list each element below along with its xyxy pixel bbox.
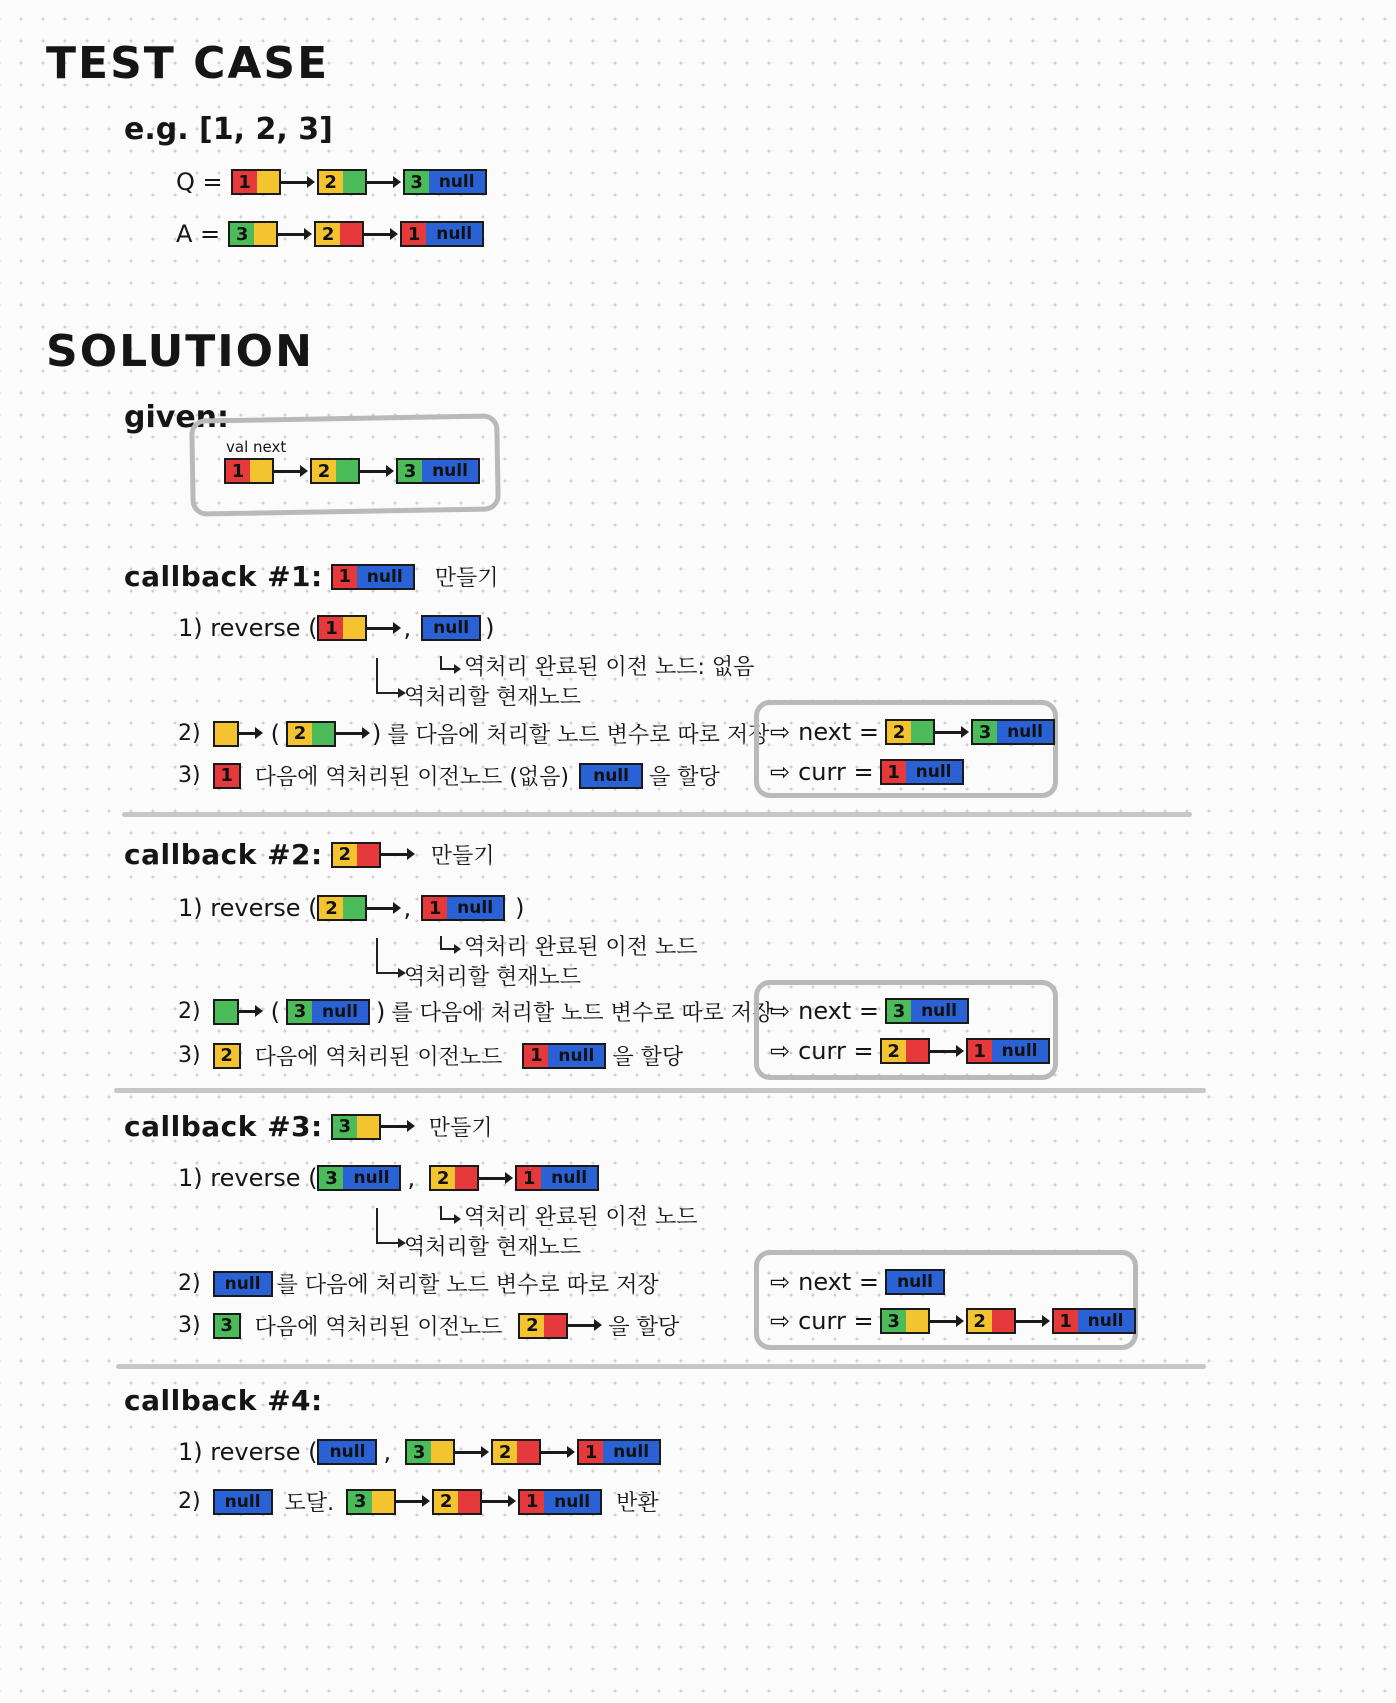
callback2-step3: 3) 2 다음에 역처리된 이전노드 1 null 을 할당 [178,1043,684,1070]
callback1-curr: ⇨ curr = 1 null [770,758,964,786]
a-label: A = [176,220,221,248]
callback2-note-prev: 역처리 완료된 이전 노드 [440,930,698,961]
list-node: 2 [331,842,381,868]
callback2-title: callback #2: [124,838,323,871]
callback3-next: ⇨ next = null [770,1268,945,1296]
hook-arrow-icon [440,656,454,670]
list-node: 1 null [1052,1308,1136,1334]
callback3-curr: ⇨ curr = 3 2 1 null [770,1307,1136,1335]
list-node: 1 [317,615,367,641]
callback3-step1 [178,1164,599,1192]
close-paren: ) [485,614,495,642]
next-arrow [239,732,259,735]
callback3-title: callback #3: [124,1110,323,1143]
list-node: 1 null [880,759,964,785]
callback4-title: callback #4: [124,1384,323,1417]
callback3-note-prev: 역처리 완료된 이전 노드 [440,1200,698,1231]
next-arrow [239,1010,259,1013]
list-node: 1 null [421,895,505,921]
callback3-step2: 2) null 를 다음에 처리할 노드 변수로 따로 저장 [178,1271,659,1298]
solution-title: SOLUTION [46,326,314,377]
next-arrow [479,1177,509,1180]
reverse-call: 1) reverse ( [178,1438,318,1466]
callback1-header [124,560,499,593]
callback3-step3: 3) 3 다음에 역처리된 이전노드 2 을 할당 [178,1313,680,1340]
list-node: 3 [213,1313,241,1339]
next-arrow [482,1500,512,1503]
list-node: 2 [317,169,367,195]
list-node [213,721,239,747]
list-node: 2 [310,458,360,484]
callback2-step2: 2) ( 3 null ) 를 다음에 처리할 노드 변수로 따로 저장 [178,997,774,1026]
list-node: 1 null [518,1489,602,1515]
list-node: 1 [224,458,274,484]
next-arrow [367,181,397,184]
callback1-title: callback #1: [124,560,323,593]
list-node: null [213,1271,273,1297]
callback2-state-box [754,980,1058,1080]
section-divider [114,1088,1206,1093]
hollow-arrow-icon: ⇨ [770,997,791,1025]
val-next-label: val next [226,438,287,456]
comma: , [403,894,412,922]
reverse-call: 1) reverse ( [178,1164,318,1192]
list-node: 2 [286,721,336,747]
list-node: 3 null [286,999,370,1025]
list-node: null [213,1489,273,1515]
callback2-step1 [178,894,524,922]
next-arrow [274,470,304,473]
next-arrow [381,1125,411,1128]
list-node: 3 [228,221,278,247]
section-divider [122,812,1192,817]
comma: , [383,1438,392,1466]
list-node: 2 [518,1313,568,1339]
callback1-step2: 2) ( 2 ) 를 다음에 처리할 노드 변수로 따로 저장 [178,719,770,748]
callback2-note-curr: 역처리할 현재노드 [404,965,582,990]
list-node: null [579,763,643,789]
list-node: 1 null [577,1439,661,1465]
q-label: Q = [176,168,223,196]
next-arrow [396,1500,426,1503]
given-list [224,458,480,484]
callback1-step3: 3) 1 다음에 역처리된 이전노드 (없음) null 을 할당 [178,763,720,790]
callback1-note-curr: 역처리할 현재노드 [404,685,582,710]
elbow-arrow-icon [376,658,398,694]
reverse-call: 1) reverse ( [178,614,318,642]
list-node: 1 [213,763,241,789]
hook-arrow-icon [440,1206,454,1220]
list-node: null [885,1269,945,1295]
list-node: 3 null [403,169,487,195]
list-node: 3 [405,1439,455,1465]
callback1-next: ⇨ next = 2 3 null [770,718,1055,746]
next-arrow [935,731,965,734]
list-node: 1 null [400,221,484,247]
list-node: 2 [491,1439,541,1465]
list-node: 2 [966,1308,1016,1334]
list-node: 2 [885,719,935,745]
callback3-state-box [754,1250,1138,1350]
hollow-arrow-icon: ⇨ [770,758,791,786]
next-arrow [367,907,397,910]
list-node: 1 null [515,1165,599,1191]
next-arrow [541,1451,571,1454]
comma: , [407,1164,416,1192]
hollow-arrow-icon: ⇨ [770,718,791,746]
hollow-arrow-icon: ⇨ [770,1037,791,1065]
callback3-header [124,1110,493,1143]
list-node: 3 [331,1114,381,1140]
make-label: 만들기 [434,566,499,591]
list-node: 3 null [317,1165,401,1191]
hollow-arrow-icon: ⇨ [770,1268,791,1296]
callback2-next: ⇨ next = 3 null [770,997,969,1025]
next-arrow [1016,1320,1046,1323]
list-node: 3 null [885,998,969,1024]
list-node: 1 null [331,564,415,590]
given-label: given: [124,400,230,435]
answer-list [176,220,484,248]
list-node: 1 null [966,1038,1050,1064]
list-node: null [421,615,481,641]
list-node [213,999,239,1025]
next-arrow [930,1050,960,1053]
reverse-call: 1) reverse ( [178,894,318,922]
callback4-step1 [178,1438,661,1466]
callback1-note-prev: 역처리 완료된 이전 노드: 없음 [440,650,754,681]
callback2-header [124,838,495,871]
next-arrow [336,732,366,735]
list-node: 1 null [522,1043,606,1069]
list-node: null [317,1439,377,1465]
next-arrow [455,1451,485,1454]
callback3-note-curr: 역처리할 현재노드 [404,1235,582,1260]
next-arrow [930,1320,960,1323]
elbow-arrow-icon [376,938,398,974]
example-label: e.g. [1, 2, 3] [124,112,333,147]
comma: , [403,614,412,642]
list-node: 2 [429,1165,479,1191]
close-paren: ) [515,894,525,922]
list-node: 3 [880,1308,930,1334]
next-arrow [360,470,390,473]
test-case-title: TEST CASE [46,38,330,89]
next-arrow [381,853,411,856]
callback1-step1 [178,614,494,642]
next-arrow [278,233,308,236]
next-arrow [367,627,397,630]
next-arrow [281,181,311,184]
callback2-curr: ⇨ curr = 2 1 null [770,1037,1050,1065]
make-label: 만들기 [430,844,495,869]
elbow-arrow-icon [376,1208,398,1244]
list-node: 3 null [396,458,480,484]
list-node: 1 [231,169,281,195]
next-arrow [568,1324,598,1327]
callback4-step2: 2) null 도달. 3 2 1 null 반환 [178,1489,659,1516]
list-node: 2 [317,895,367,921]
hollow-arrow-icon: ⇨ [770,1307,791,1335]
list-node: 3 null [971,719,1055,745]
section-divider [116,1364,1206,1369]
list-node: 2 [880,1038,930,1064]
list-node: 3 [346,1489,396,1515]
list-node: 2 [213,1043,241,1069]
list-node: 2 [432,1489,482,1515]
question-list [176,168,487,196]
next-arrow [364,233,394,236]
make-label: 만들기 [428,1116,493,1141]
list-node: 2 [314,221,364,247]
hook-arrow-icon [440,936,454,950]
